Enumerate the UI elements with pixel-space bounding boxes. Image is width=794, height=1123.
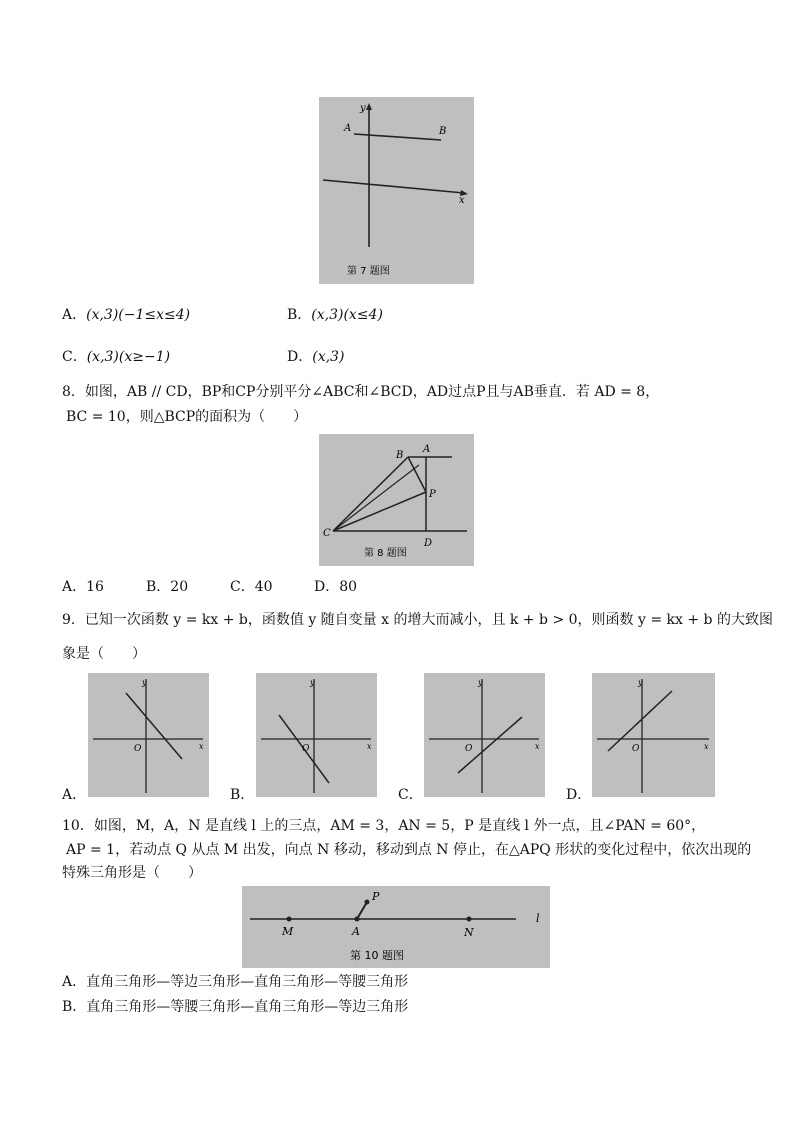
q10-label-m: M (282, 925, 294, 938)
q7-label-b: B (439, 126, 447, 137)
q10-stem-line3: 特殊三角形是（ ） (62, 865, 202, 881)
option-letter: B． (146, 579, 171, 595)
q8-label-p: P (429, 489, 436, 500)
q8-stem-line1: 8．如图，AB // CD，BP和CP分别平分∠ABC和∠BCD，AD过点P且与AB垂直．若 AD = 8， (62, 384, 660, 400)
q8-label-a: A (423, 444, 431, 455)
q7-segment-ab (354, 134, 441, 140)
option-letter: B． (287, 307, 312, 323)
option-letter: A． (62, 579, 87, 595)
q10-point-n (467, 917, 472, 922)
q9-option-d-label[interactable]: D． (566, 787, 592, 803)
option-text: 直角三角形—等边三角形—直角三角形—等腰三角形 (86, 974, 409, 990)
q8-option-d[interactable] (314, 578, 357, 596)
q9-option-c-label[interactable]: C． (398, 787, 423, 803)
q10-caption: 第 10 题图 (350, 949, 404, 962)
label-y: y (310, 678, 315, 687)
q7-y-arrow (366, 103, 372, 110)
label-origin: O (134, 744, 142, 754)
q9-graph-b-svg (256, 673, 377, 797)
label-y: y (638, 678, 643, 687)
q7-option-d[interactable] (287, 348, 344, 366)
option-letter: C． (62, 349, 87, 365)
q10-option-a[interactable] (62, 973, 408, 991)
q10-point-m (287, 917, 292, 922)
q8-option-b[interactable] (146, 578, 188, 596)
option-letter: A． (62, 307, 87, 323)
option-letter: C． (230, 579, 255, 595)
q10-figure-svg (242, 886, 550, 968)
q7-label-a: A (344, 123, 352, 134)
q8-figure (319, 434, 474, 566)
label-y: y (142, 678, 147, 687)
q7-option-a[interactable] (62, 306, 190, 324)
q7-option-b[interactable] (287, 306, 383, 324)
q8-stem-line2: BC = 10，则△BCP的面积为（ ） (66, 409, 308, 425)
option-letter: A． (62, 974, 87, 990)
option-letter: D． (314, 579, 340, 595)
q9-graph-c[interactable] (424, 673, 545, 797)
option-text: 20 (170, 579, 189, 595)
q10-figure (242, 886, 550, 968)
q8-option-c[interactable] (230, 578, 273, 596)
q8-caption: 第 8 题图 (364, 548, 407, 559)
q7-option-c[interactable] (62, 348, 170, 366)
q7-label-x: x (459, 195, 465, 206)
option-text: (x,3) (312, 349, 345, 365)
option-text: 40 (254, 579, 273, 595)
q8-segment-extra (333, 465, 419, 531)
q10-option-b[interactable] (62, 998, 408, 1016)
q8-label-b: B (396, 450, 404, 461)
q9-graph-d[interactable] (592, 673, 715, 797)
label-x: x (704, 742, 709, 751)
option-text: (x,3)(x≤4) (311, 307, 383, 323)
q8-segment-bp (408, 457, 426, 492)
q7-figure-svg (319, 97, 474, 284)
q7-x-axis (323, 180, 464, 193)
q8-label-c: C (323, 528, 331, 539)
q8-label-d: D (424, 538, 433, 549)
q9-graph-b[interactable] (256, 673, 377, 797)
option-text: 80 (339, 579, 358, 595)
q7-figure (319, 97, 474, 284)
q8-figure-svg (319, 434, 474, 566)
q9-stem-line1: 9．已知一次函数 y = kx + b，函数值 y 随自变量 x 的增大而减小，且 k + b > 0，则函数 y = kx + b 的大致图 (62, 612, 773, 628)
q10-label-n: N (464, 926, 474, 939)
label-x: x (199, 742, 204, 751)
q9-option-b-label[interactable]: B． (230, 787, 255, 803)
option-letter: B． (62, 999, 87, 1015)
q10-segment-ap (357, 902, 367, 919)
q8-segment-cp (333, 492, 426, 531)
q8-option-a[interactable] (62, 578, 104, 596)
label-origin: O (632, 744, 640, 754)
option-letter: D． (287, 349, 313, 365)
option-text: 16 (86, 579, 104, 595)
label-x: x (535, 742, 540, 751)
label-y: y (478, 678, 483, 687)
q9-graph-a[interactable] (88, 673, 209, 797)
q10-label-a: A (352, 925, 360, 938)
option-text: (x,3)(x≥−1) (86, 349, 171, 365)
q9-graph-a-svg (88, 673, 209, 797)
q9-option-a-label[interactable]: A． (62, 787, 87, 803)
option-text: (x,3)(−1≤x≤4) (86, 307, 191, 323)
q8-segment-bc (333, 457, 408, 531)
function-line (608, 691, 672, 751)
q9-graph-c-svg (424, 673, 545, 797)
option-text: 直角三角形—等腰三角形—直角三角形—等边三角形 (86, 999, 409, 1015)
label-origin: O (465, 744, 473, 754)
q10-label-p: P (372, 890, 380, 903)
q9-stem-line2: 象是（ ） (62, 646, 146, 662)
q10-label-l: l (536, 912, 540, 925)
q7-label-y: y (360, 103, 366, 114)
q10-point-p (365, 900, 370, 905)
q9-graph-d-svg (592, 673, 715, 797)
label-x: x (367, 742, 372, 751)
label-origin: O (302, 744, 310, 754)
q10-stem-line2: AP = 1，若动点 Q 从点 M 出发，向点 N 移动，移动到点 N 停止，在△APQ 形状的变化过程中，依次出现的 (66, 842, 752, 858)
q10-stem-line1: 10．如图，M，A，N 是直线 l 上的三点，AM = 3，AN = 5，P 是直线 l 外一点，且∠PAN = 60°， (62, 818, 706, 834)
q7-caption: 第 7 题图 (347, 266, 390, 277)
